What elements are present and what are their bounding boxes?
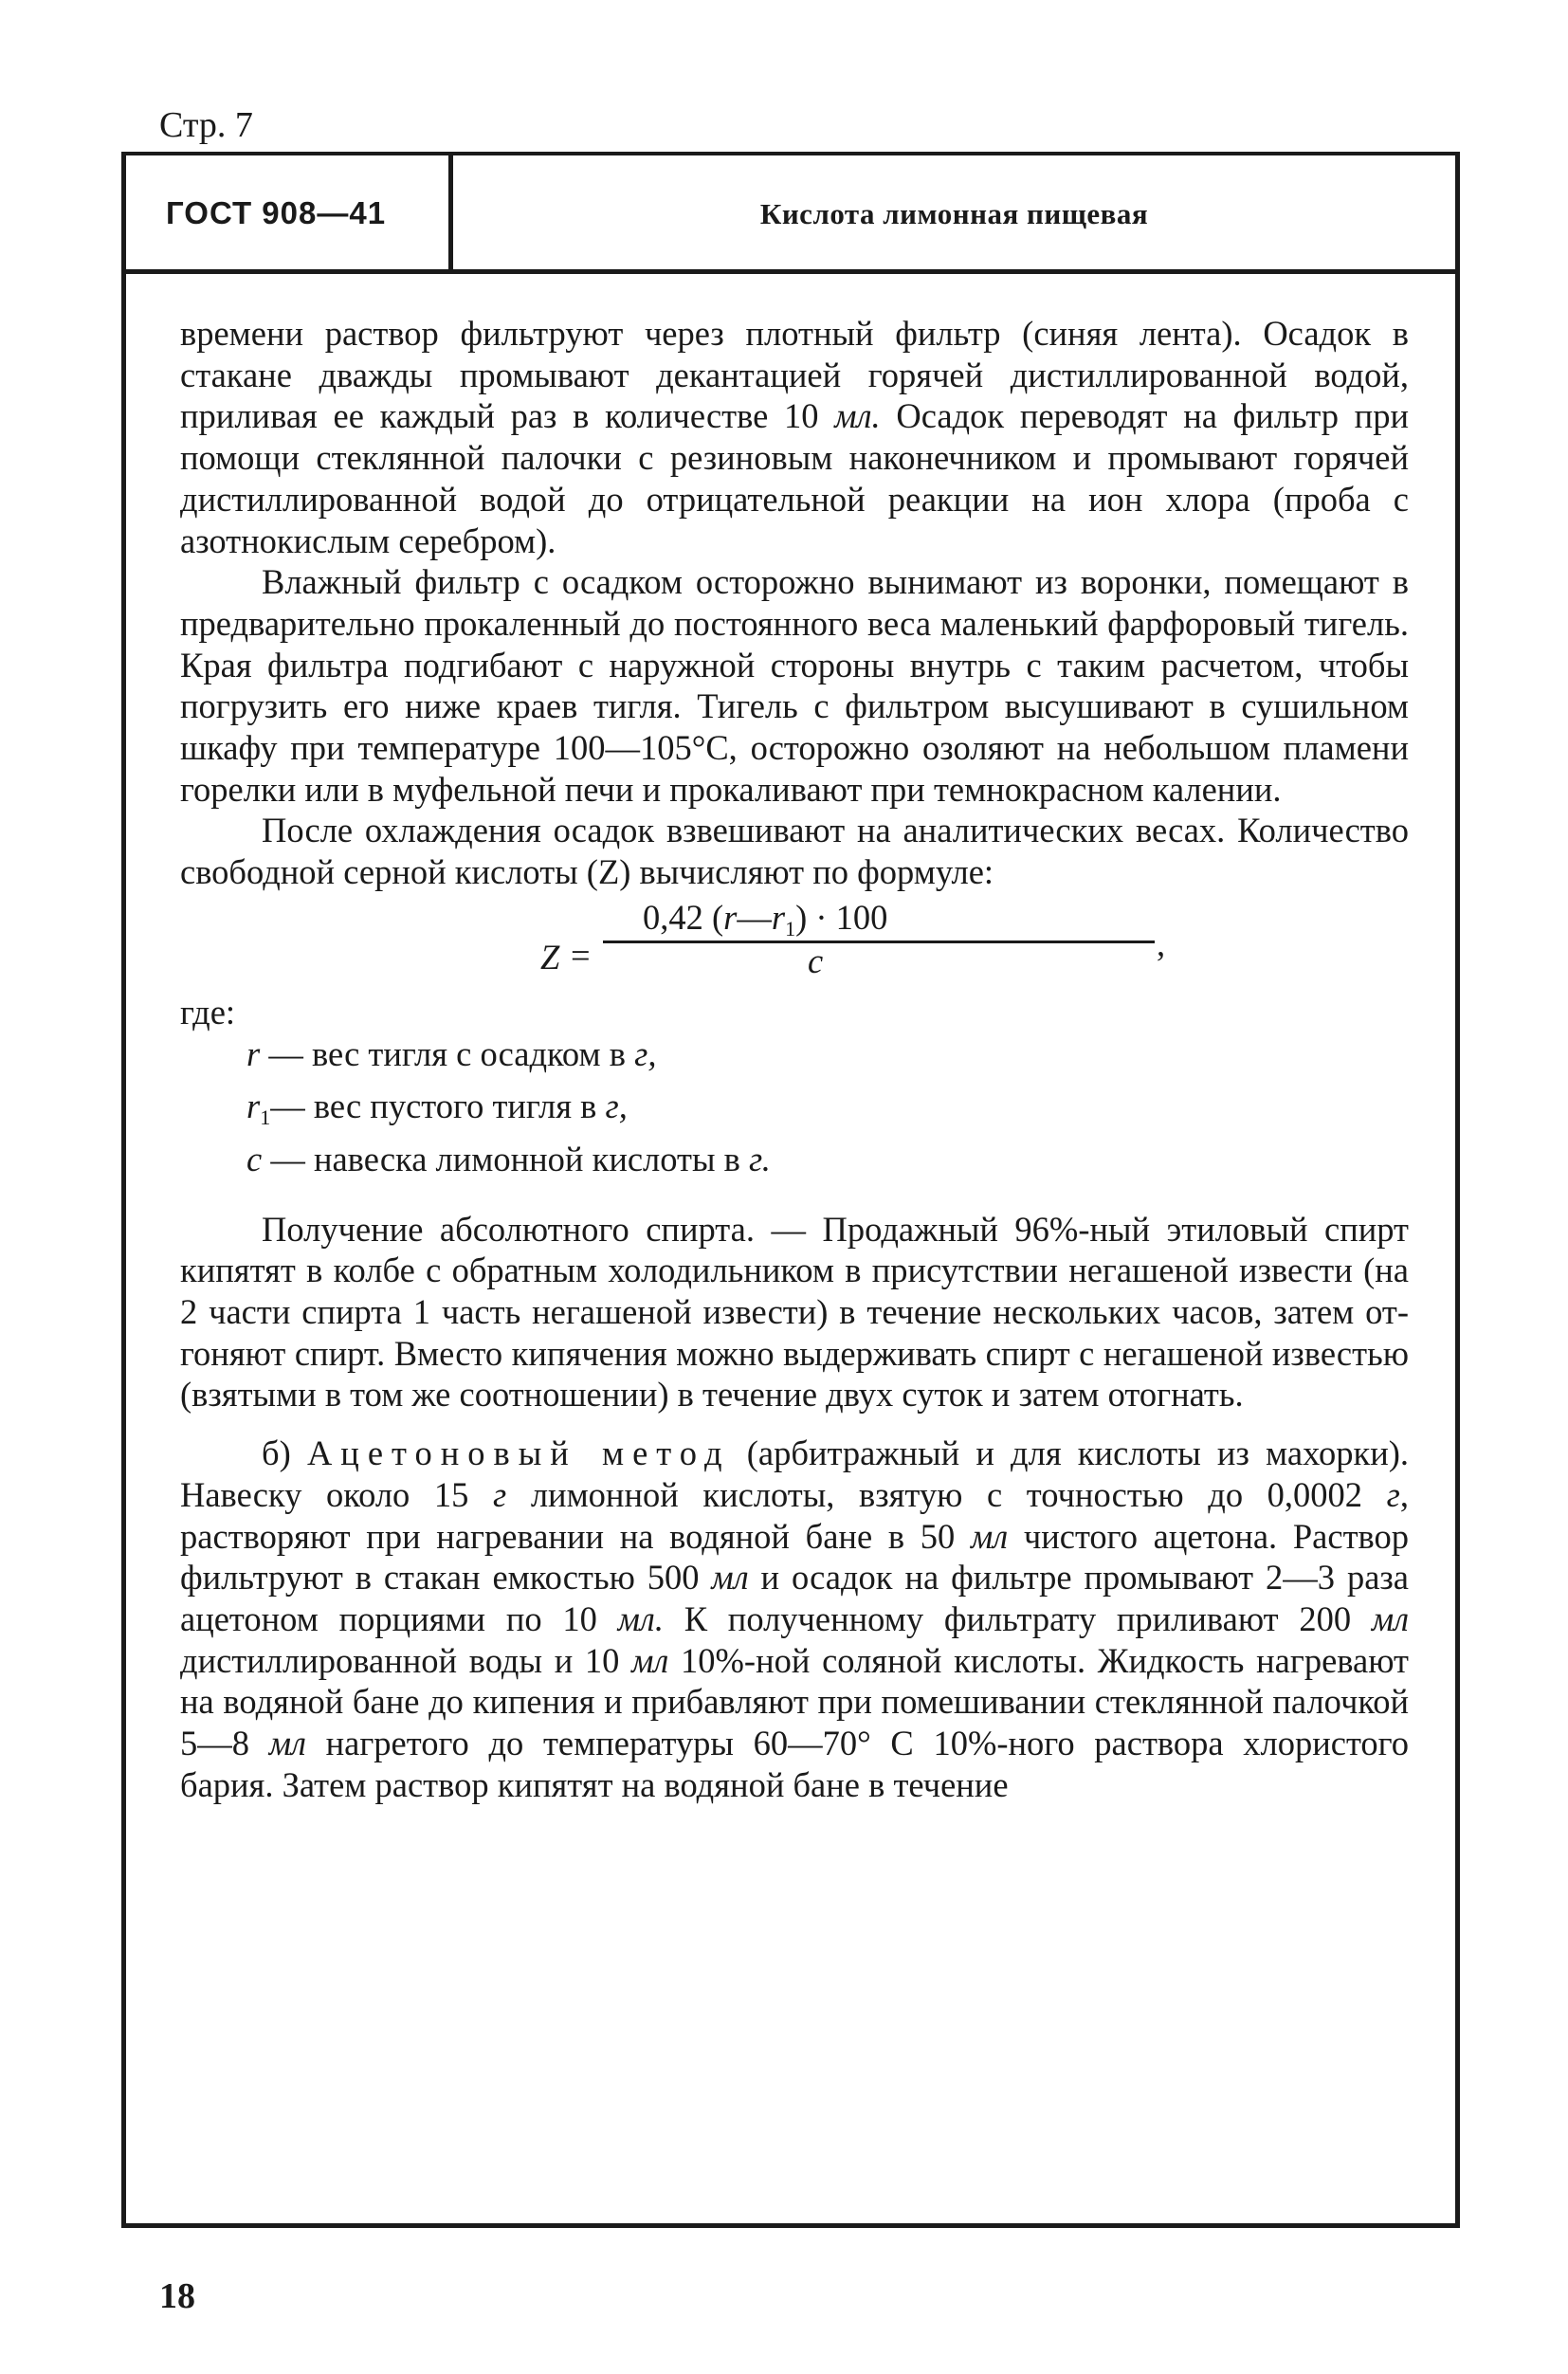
page-label: Стр. 7 xyxy=(159,105,253,145)
paragraph: Влажный фильтр с осадком осторожно вынимают из воронки, помещают в предварительно прокаленный до постоянного веса маленький фарфоровый тигель. Края фильтра подгибают с наружной стороны внутрь с таким расчетом, чтобы погрузить его ниже краев тигля. Тигель с фильтром высушивают в сушильном шкафу при температуре 100—105°C, осторожно озоляют на небольшом пламени горелки или в муфельной печи и прокаливают при темнокрасном калении. xyxy=(180,562,1409,809)
fraction-bar xyxy=(603,940,1155,943)
paragraph: времени раствор фильтруют через плотный фильтр (синяя лента). Осадок в стакане дважды промывают декантацией горячей дистиллированной водой, приливая ее каждый раз в количестве 10 мл. Осадок переводят на фильтр при помощи стеклянной палочки с резиновым наконечником и промывают горячей дистиллированной водой до отрицательной реакции на ион хлора (проба с азотнокислым серебром). xyxy=(180,314,1409,560)
formula-lhs: Z xyxy=(540,937,560,977)
header-bar xyxy=(126,155,1455,274)
method-name: Ацетоновый метод xyxy=(306,1434,731,1473)
where-label: где: xyxy=(180,992,236,1032)
definition-item: r — вес тигля с осадком в г, xyxy=(246,1033,657,1073)
document-title: Кислота лимонная пищевая xyxy=(759,197,1149,230)
paragraph: Получение абсолютного спирта. — Продажный 96%-ный этиловый спирт кипятят в колбе с обратным холодильником в присутствии негашеной извести (на 2 части спирта 1 часть негашеной извести) в течение нескольких часов, затем отгоняют спирт. Вместо кипячения можно выдерживать спирт с негашеной известью (взятыми в том же соотношении) в течение двух суток и затем отогнать. xyxy=(180,1209,1409,1415)
body-text xyxy=(180,313,1409,1806)
paragraph: б) Ацетоновый метод (арбитражный и для кислоты из махорки). Навеску около 15 г лимонной кислоты, взятую с точностью до 0,0002 г, растворяют при нагревании на водяной бане в 50 мл чистого ацетона. Раствор фильтруют в стакан емкостью 500 мл и осадок на фильтре промывают 2—3 раза ацетоном порциями по 10 мл. К полученному фильтрату приливают 200 мл дистиллированной воды и 10 мл 10%-ной соляной кислоты. Жидкость нагревают на водяной бане до кипения и прибавляют при помешивании стеклянной палочкой 5—8 мл нагретого до температуры 60—70° С 10%-ного раствора хлористого бария. Затем раствор кипятят на водяной бане в течение xyxy=(180,1434,1410,1804)
formula-denominator: c xyxy=(808,940,824,980)
formula-comma: , xyxy=(1157,923,1166,963)
standard-code: ГОСТ 908—41 xyxy=(166,195,387,230)
formula xyxy=(180,897,1409,984)
formula-equals: = xyxy=(571,935,591,975)
definitions-list xyxy=(180,1033,1409,1192)
formula-numerator: 0,42 $(r—r_1) \cdot 100$ xyxy=(643,897,888,940)
definition-item: $r_1—$ вес пустого тигля в г, xyxy=(246,1087,628,1130)
definition-item: c — навеска лимонной кислоты в г. xyxy=(246,1139,771,1178)
page-number: 18 xyxy=(159,2276,195,2316)
paragraph: После охлаждения осадок взвешивают на аналитических весах. Количество свободной серной кислоты (Z) вычисляют по формуле: xyxy=(180,811,1409,892)
